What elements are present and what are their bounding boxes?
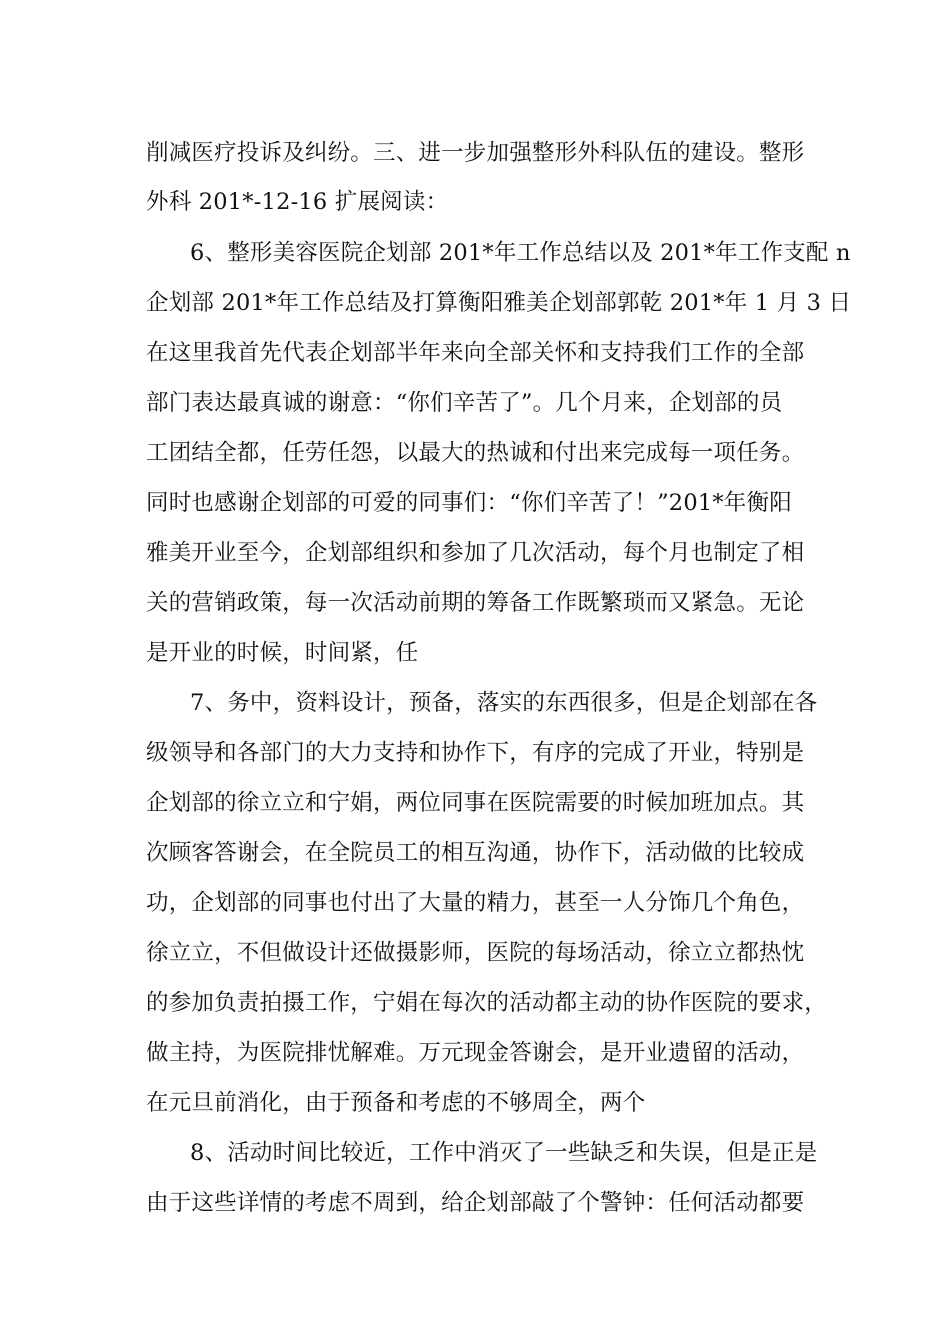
text-line: 在这里我首先代表企划部半年来向全部关怀和支持我们工作的全部 bbox=[146, 340, 805, 366]
text-line: 在元旦前消化，由于预备和考虑的不够周全，两个 bbox=[146, 1090, 646, 1116]
text-line: 企划部 201*年工作总结及打算衡阳雅美企划部郭乾 201*年 1 月 3 日 bbox=[146, 290, 852, 316]
paragraph-7-first-line: 7、务中，资料设计，预备，落实的东西很多，但是企划部在各 bbox=[190, 690, 818, 716]
text-line: 徐立立，不但做设计还做摄影师，医院的每场活动，徐立立都热忱 bbox=[146, 940, 805, 966]
paragraph-8-first-line: 8、活动时间比较近，工作中消灭了一些缺乏和失误，但是正是 bbox=[190, 1140, 818, 1166]
text-line: 工团结全都，任劳任怨，以最大的热诚和付出来完成每一项任务。 bbox=[146, 440, 805, 466]
text-line: 雅美开业至今，企划部组织和参加了几次活动，每个月也制定了相 bbox=[146, 540, 805, 566]
paragraph-6-first-line: 6、整形美容医院企划部 201*年工作总结以及 201*年工作支配 n bbox=[190, 240, 851, 266]
text-line: 部门表达最真诚的谢意：“你们辛苦了”。几个月来，企划部的员 bbox=[146, 390, 783, 416]
text-line: 企划部的徐立立和宁娟，两位同事在医院需要的时候加班加点。其 bbox=[146, 790, 805, 816]
text-line: 同时也感谢企划部的可爱的同事们：“你们辛苦了！”201*年衡阳 bbox=[146, 490, 792, 516]
text-line: 的参加负责拍摄工作，宁娟在每次的活动都主动的协作医院的要求， bbox=[146, 990, 828, 1016]
text-line: 功，企划部的同事也付出了大量的精力，甚至一人分饰几个角色， bbox=[146, 890, 805, 916]
text-line: 削减医疗投诉及纠纷。三、进一步加强整形外科队伍的建设。整形 bbox=[146, 140, 805, 166]
text-line: 做主持，为医院排忧解难。万元现金答谢会，是开业遗留的活动， bbox=[146, 1040, 805, 1066]
text-line: 关的营销政策，每一次活动前期的筹备工作既繁琐而又紧急。无论 bbox=[146, 590, 805, 616]
text-line: 次顾客答谢会，在全院员工的相互沟通，协作下，活动做的比较成 bbox=[146, 840, 805, 866]
text-line: 是开业的时候，时间紧，任 bbox=[146, 640, 419, 666]
text-line: 由于这些详情的考虑不周到，给企划部敲了个警钟：任何活动都要 bbox=[146, 1190, 805, 1216]
text-line: 外科 201*-12-16 扩展阅读： bbox=[146, 189, 449, 215]
text-line: 级领导和各部门的大力支持和协作下，有序的完成了开业，特别是 bbox=[146, 740, 805, 766]
